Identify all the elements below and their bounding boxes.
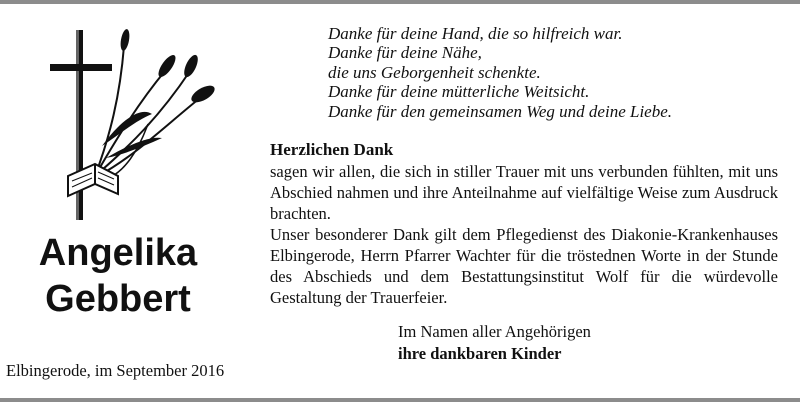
thanks-body xyxy=(270,161,778,308)
deceased-name xyxy=(8,230,228,322)
thanks-heading: Herzlichen Dank xyxy=(270,140,394,159)
poem-line: Danke für den gemeinsamen Weg und deine Liebe. xyxy=(328,101,673,121)
poem-block xyxy=(328,24,672,121)
signature-line-2: ihre dankbaren Kinder xyxy=(398,344,562,363)
poem-line: Danke für deine Nähe, xyxy=(328,43,482,63)
cross-wheat-book-icon xyxy=(40,26,220,226)
place-date: Elbingerode, im September 2016 xyxy=(6,361,225,380)
signature-block xyxy=(398,321,591,365)
thanks-paragraph-2: Unser besonderer Dank gilt dem Pflegedienst des Diakonie-Krankenhauses Elbingerode, Herrn Pfarrer Wachter für die tröstednen Worte in der Stunde des Abschieds und dem Bestattungsinstitut Wolf für die würdevolle Gestaltung der Trauerfeier. xyxy=(270,225,778,307)
poem-line: Danke für deine mütterliche Weitsicht. xyxy=(328,82,590,102)
poem-line: Danke für deine Hand, die so hilfreich war. xyxy=(328,24,623,43)
thanks-paragraph-1: sagen wir allen, die sich in stiller Trauer mit uns verbunden fühlten, mit uns Abschied nahmen und ihre Anteilnahme auf vielfältige Weise zum Ausdruck brachten. xyxy=(270,162,778,223)
first-name: Angelika xyxy=(38,232,198,274)
poem-line: die uns Geborgenheit schenkte. xyxy=(328,62,541,82)
last-name: Gebbert xyxy=(45,278,191,320)
signature-line-1: Im Namen aller Angehörigen xyxy=(398,322,591,341)
